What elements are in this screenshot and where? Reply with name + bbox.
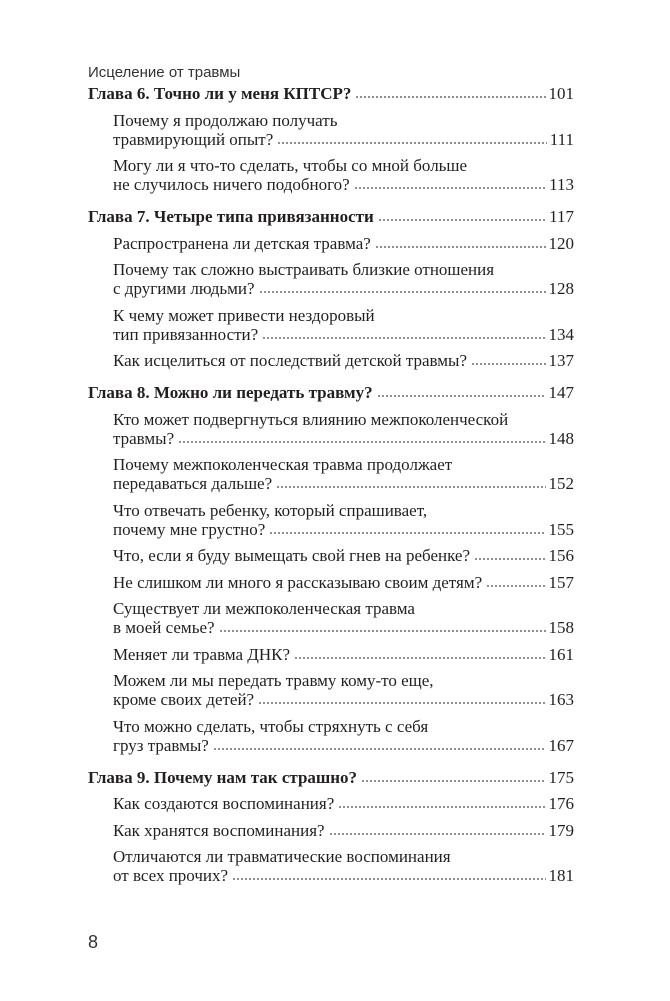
toc-title-line: Глава 9. Почему нам так страшно?	[88, 767, 358, 787]
dot-leader	[258, 701, 545, 705]
toc-title-line: Распространена ли детская травма?	[113, 233, 371, 253]
dot-leader	[375, 245, 546, 249]
toc-title-line: Глава 7. Четыре типа привязанности	[88, 207, 374, 226]
toc-page-number: 117	[549, 207, 574, 226]
toc-page-number: 134	[548, 324, 574, 344]
toc-chapter	[88, 383, 574, 402]
toc-title-line: травмирующий опыт?	[113, 129, 274, 149]
toc-section	[88, 671, 574, 709]
toc-title-line: Что можно сделать, чтобы стряхнуть с себя	[113, 716, 429, 736]
toc-title-line: Глава 8. Можно ли передать травму?	[88, 383, 373, 402]
toc-page-number: 175	[548, 767, 574, 787]
toc-last-line	[113, 234, 574, 253]
toc-page-number: 113	[549, 175, 574, 194]
toc-section	[88, 351, 574, 370]
toc-section	[88, 455, 574, 493]
toc-last-line	[113, 520, 574, 539]
dot-leader	[178, 440, 545, 444]
toc-last-line	[113, 474, 574, 493]
dot-leader	[294, 656, 545, 660]
toc-title-line: с другими людьми?	[113, 279, 255, 298]
dot-leader	[361, 779, 545, 783]
toc-section	[88, 546, 574, 565]
toc-chapter	[88, 84, 574, 103]
toc-section	[88, 501, 574, 539]
toc-section	[88, 573, 574, 592]
toc-title-line: Почему я продолжаю получать	[113, 110, 338, 130]
toc-last-line	[88, 207, 574, 226]
toc-title-line: Как хранятся воспоминания?	[113, 820, 325, 840]
toc-section	[88, 156, 574, 194]
toc-title-line: не случилось ничего подобного?	[113, 175, 350, 194]
dot-leader	[259, 290, 546, 294]
toc-page-number: 157	[548, 572, 574, 592]
dot-leader	[213, 747, 546, 751]
dot-leader	[269, 531, 545, 535]
dot-leader	[262, 336, 545, 340]
toc-section	[88, 111, 574, 149]
toc-chapter	[88, 207, 574, 226]
toc-last-line	[113, 618, 574, 637]
toc-title-line: Глава 6. Точно ли у меня КПТСР?	[88, 84, 352, 103]
toc-last-line	[88, 768, 574, 787]
toc-title-line: в моей семье?	[113, 618, 215, 637]
toc-last-line	[113, 175, 574, 194]
toc-title-line: от всех прочих?	[113, 866, 229, 885]
toc-title-line: кроме своих детей?	[113, 690, 255, 709]
dot-leader	[276, 485, 545, 489]
toc-page-number: 176	[548, 794, 574, 813]
toc-page-number: 120	[548, 233, 574, 253]
toc-title-line: Можем ли мы передать травму кому-то еще,	[113, 671, 434, 690]
dot-leader	[474, 557, 545, 561]
toc-page-number: 147	[548, 383, 574, 402]
toc-page-number: 128	[548, 279, 574, 298]
toc-title-line: Кто может подвергнуться влиянию межпоколенческой	[113, 409, 509, 429]
toc-section	[88, 645, 574, 664]
toc-title-line: Почему так сложно выстраивать близкие отношения	[113, 260, 495, 279]
toc-last-line	[113, 736, 574, 755]
toc-title-line: Могу ли я что-то сделать, чтобы со мной больше	[113, 156, 468, 175]
toc-last-line	[88, 383, 574, 402]
table-of-contents	[88, 84, 574, 885]
toc-page-number: 179	[548, 820, 574, 840]
toc-title-line: Почему межпоколенческая травма продолжает	[113, 455, 453, 474]
toc-page-number: 181	[548, 866, 574, 885]
toc-page-number: 156	[548, 546, 574, 565]
dot-leader	[377, 394, 546, 398]
toc-title-line: Меняет ли травма ДНК?	[113, 644, 291, 664]
toc-page-number: 152	[548, 474, 574, 493]
toc-title-line: Что отвечать ребенку, который спрашивает,	[113, 500, 428, 520]
toc-last-line	[113, 794, 574, 813]
toc-page-number: 137	[548, 351, 574, 370]
toc-last-line	[113, 821, 574, 840]
dot-leader	[471, 362, 545, 366]
toc-title-line: Как исцелиться от последствий детской травмы?	[113, 351, 468, 370]
toc-last-line	[113, 546, 574, 565]
dot-leader	[486, 584, 545, 588]
toc-last-line	[113, 573, 574, 592]
toc-title-line: передаваться дальше?	[113, 474, 273, 493]
toc-last-line	[113, 429, 574, 448]
toc-page-number: 148	[548, 428, 574, 448]
toc-last-line	[113, 866, 574, 885]
toc-section	[88, 794, 574, 813]
toc-chapter	[88, 768, 574, 787]
toc-title-line: Что, если я буду вымещать свой гнев на ребенке?	[113, 546, 471, 565]
running-head: Исцеление от травмы	[88, 64, 241, 81]
toc-title-line: груз травмы?	[113, 735, 209, 755]
toc-page-number: 101	[548, 84, 574, 103]
toc-title-line: травмы?	[113, 428, 175, 448]
toc-page-number: 167	[548, 735, 574, 755]
toc-last-line	[88, 84, 574, 103]
toc-last-line	[113, 690, 574, 709]
dot-leader	[329, 832, 546, 836]
toc-title-line: К чему может привести нездоровый	[113, 305, 375, 325]
toc-page-number: 111	[549, 129, 574, 149]
toc-title-line: почему мне грустно?	[113, 519, 266, 539]
page-number: 8	[88, 932, 99, 952]
dot-leader	[378, 218, 546, 222]
dot-leader	[219, 629, 546, 633]
toc-page-number: 163	[548, 690, 574, 709]
toc-section	[88, 599, 574, 637]
dot-leader	[355, 95, 545, 99]
toc-title-line: Не слишком ли много я рассказываю своим детям?	[113, 572, 483, 592]
toc-section	[88, 821, 574, 840]
toc-section	[88, 306, 574, 344]
toc-title-line: тип привязанности?	[113, 324, 259, 344]
toc-last-line	[113, 351, 574, 370]
toc-last-line	[113, 325, 574, 344]
toc-title-line: Отличаются ли травматические воспоминания	[113, 847, 451, 866]
toc-last-line	[113, 279, 574, 298]
toc-title-line: Как создаются воспоминания?	[113, 794, 335, 813]
dot-leader	[338, 805, 545, 809]
dot-leader	[354, 186, 546, 190]
toc-section	[88, 234, 574, 253]
toc-title-line: Существует ли межпоколенческая травма	[113, 599, 415, 618]
toc-page-number: 158	[548, 618, 574, 637]
toc-section	[88, 717, 574, 755]
toc-section	[88, 410, 574, 448]
toc-section	[88, 847, 574, 885]
toc-page-number: 155	[548, 519, 574, 539]
toc-section	[88, 260, 574, 298]
toc-page-number: 161	[548, 644, 574, 664]
toc-last-line	[113, 645, 574, 664]
dot-leader	[232, 877, 545, 881]
toc-last-line	[113, 130, 574, 149]
dot-leader	[277, 141, 546, 145]
